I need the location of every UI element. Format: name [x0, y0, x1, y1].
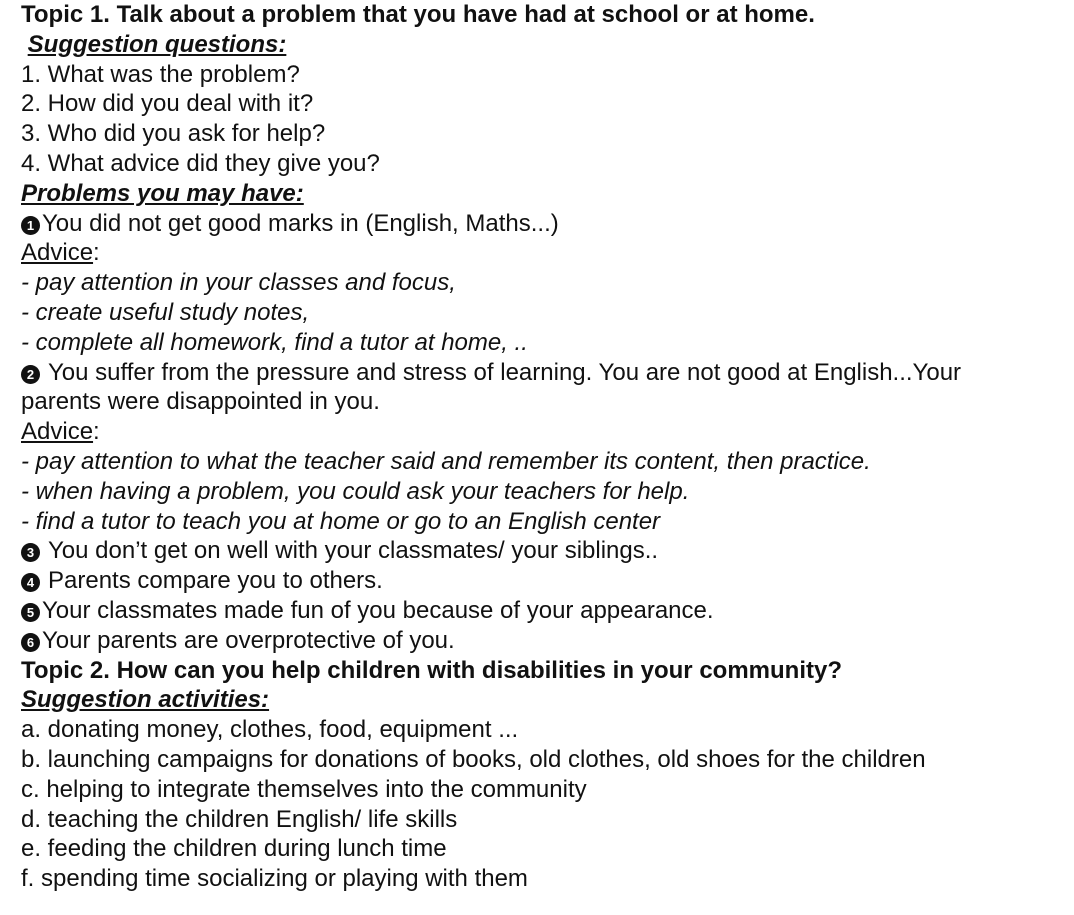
- number-4-bullet-icon: 4: [21, 573, 40, 592]
- problem-text: Your parents are overprotective of you.: [42, 626, 455, 654]
- advice-label: Advice: [21, 418, 94, 446]
- advice-colon: :: [93, 239, 100, 267]
- question-item: 1. What was the problem?: [21, 60, 300, 88]
- topic2-suggestion-heading: Suggestion activities:: [21, 686, 270, 714]
- problem-text: Parents compare you to others.: [48, 567, 383, 595]
- problem-item-3: [21, 536, 1064, 566]
- problem-text: You did not get good marks in (English, Maths...): [42, 209, 559, 237]
- advice-item: - pay attention to what the teacher said and remember its content, then practice.: [21, 447, 871, 475]
- number-6-bullet-icon: 6: [21, 633, 40, 652]
- problem-item-6: [21, 626, 1064, 656]
- question-item: 4. What advice did they give you?: [21, 149, 380, 177]
- number-1-bullet-icon: 1: [21, 216, 40, 235]
- question-item: 2. How did you deal with it?: [21, 90, 314, 118]
- activity-item: e. feeding the children during lunch time: [21, 835, 447, 863]
- problem-text: Your classmates made fun of you because of your appearance.: [42, 596, 714, 624]
- advice-label-row: [21, 238, 1064, 268]
- worksheet: [21, 0, 1064, 894]
- activity-item: c. helping to integrate themselves into the community: [21, 775, 587, 803]
- problem-text: You suffer from the pressure and stress of learning. You are not good at English...Your: [48, 358, 962, 386]
- advice-item: - find a tutor to teach you at home or go to an English center: [21, 507, 661, 535]
- problem-item-4: [21, 566, 1064, 596]
- problem-item-1: [21, 209, 1064, 239]
- topic1-suggestion-heading-row: [21, 30, 1064, 60]
- activity-item: b. launching campaigns for donations of books, old clothes, old shoes for the children: [21, 745, 926, 773]
- activity-item: d. teaching the children English/ life skills: [21, 805, 458, 833]
- advice-item: - complete all homework, find a tutor at home, ..: [21, 328, 528, 356]
- advice-label: Advice: [21, 239, 94, 267]
- problem-item-2-continued: parents were disappointed in you.: [21, 388, 380, 416]
- activity-item: a. donating money, clothes, food, equipment ...: [21, 716, 519, 744]
- number-5-bullet-icon: 5: [21, 603, 40, 622]
- advice-colon: :: [93, 418, 100, 446]
- advice-item: - create useful study notes,: [21, 298, 310, 326]
- advice-item: - when having a problem, you could ask your teachers for help.: [21, 477, 690, 505]
- advice-item: - pay attention in your classes and focus,: [21, 269, 456, 297]
- activity-item: f. spending time socializing or playing with them: [21, 865, 528, 893]
- topic2-title: Topic 2. How can you help children with disabilities in your community?: [21, 656, 842, 684]
- problems-heading: Problems you may have:: [21, 179, 304, 207]
- question-item: 3. Who did you ask for help?: [21, 120, 326, 148]
- advice-label-row: [21, 417, 1064, 447]
- topic1-suggestion-heading: Suggestion questions:: [27, 30, 287, 58]
- number-2-bullet-icon: 2: [21, 365, 40, 384]
- problem-item-2: [21, 358, 1064, 388]
- problem-item-5: [21, 596, 1064, 626]
- problem-text: You don’t get on well with your classmates/ your siblings..: [48, 537, 659, 565]
- number-3-bullet-icon: 3: [21, 543, 40, 562]
- topic1-title: Topic 1. Talk about a problem that you have had at school or at home.: [21, 1, 815, 28]
